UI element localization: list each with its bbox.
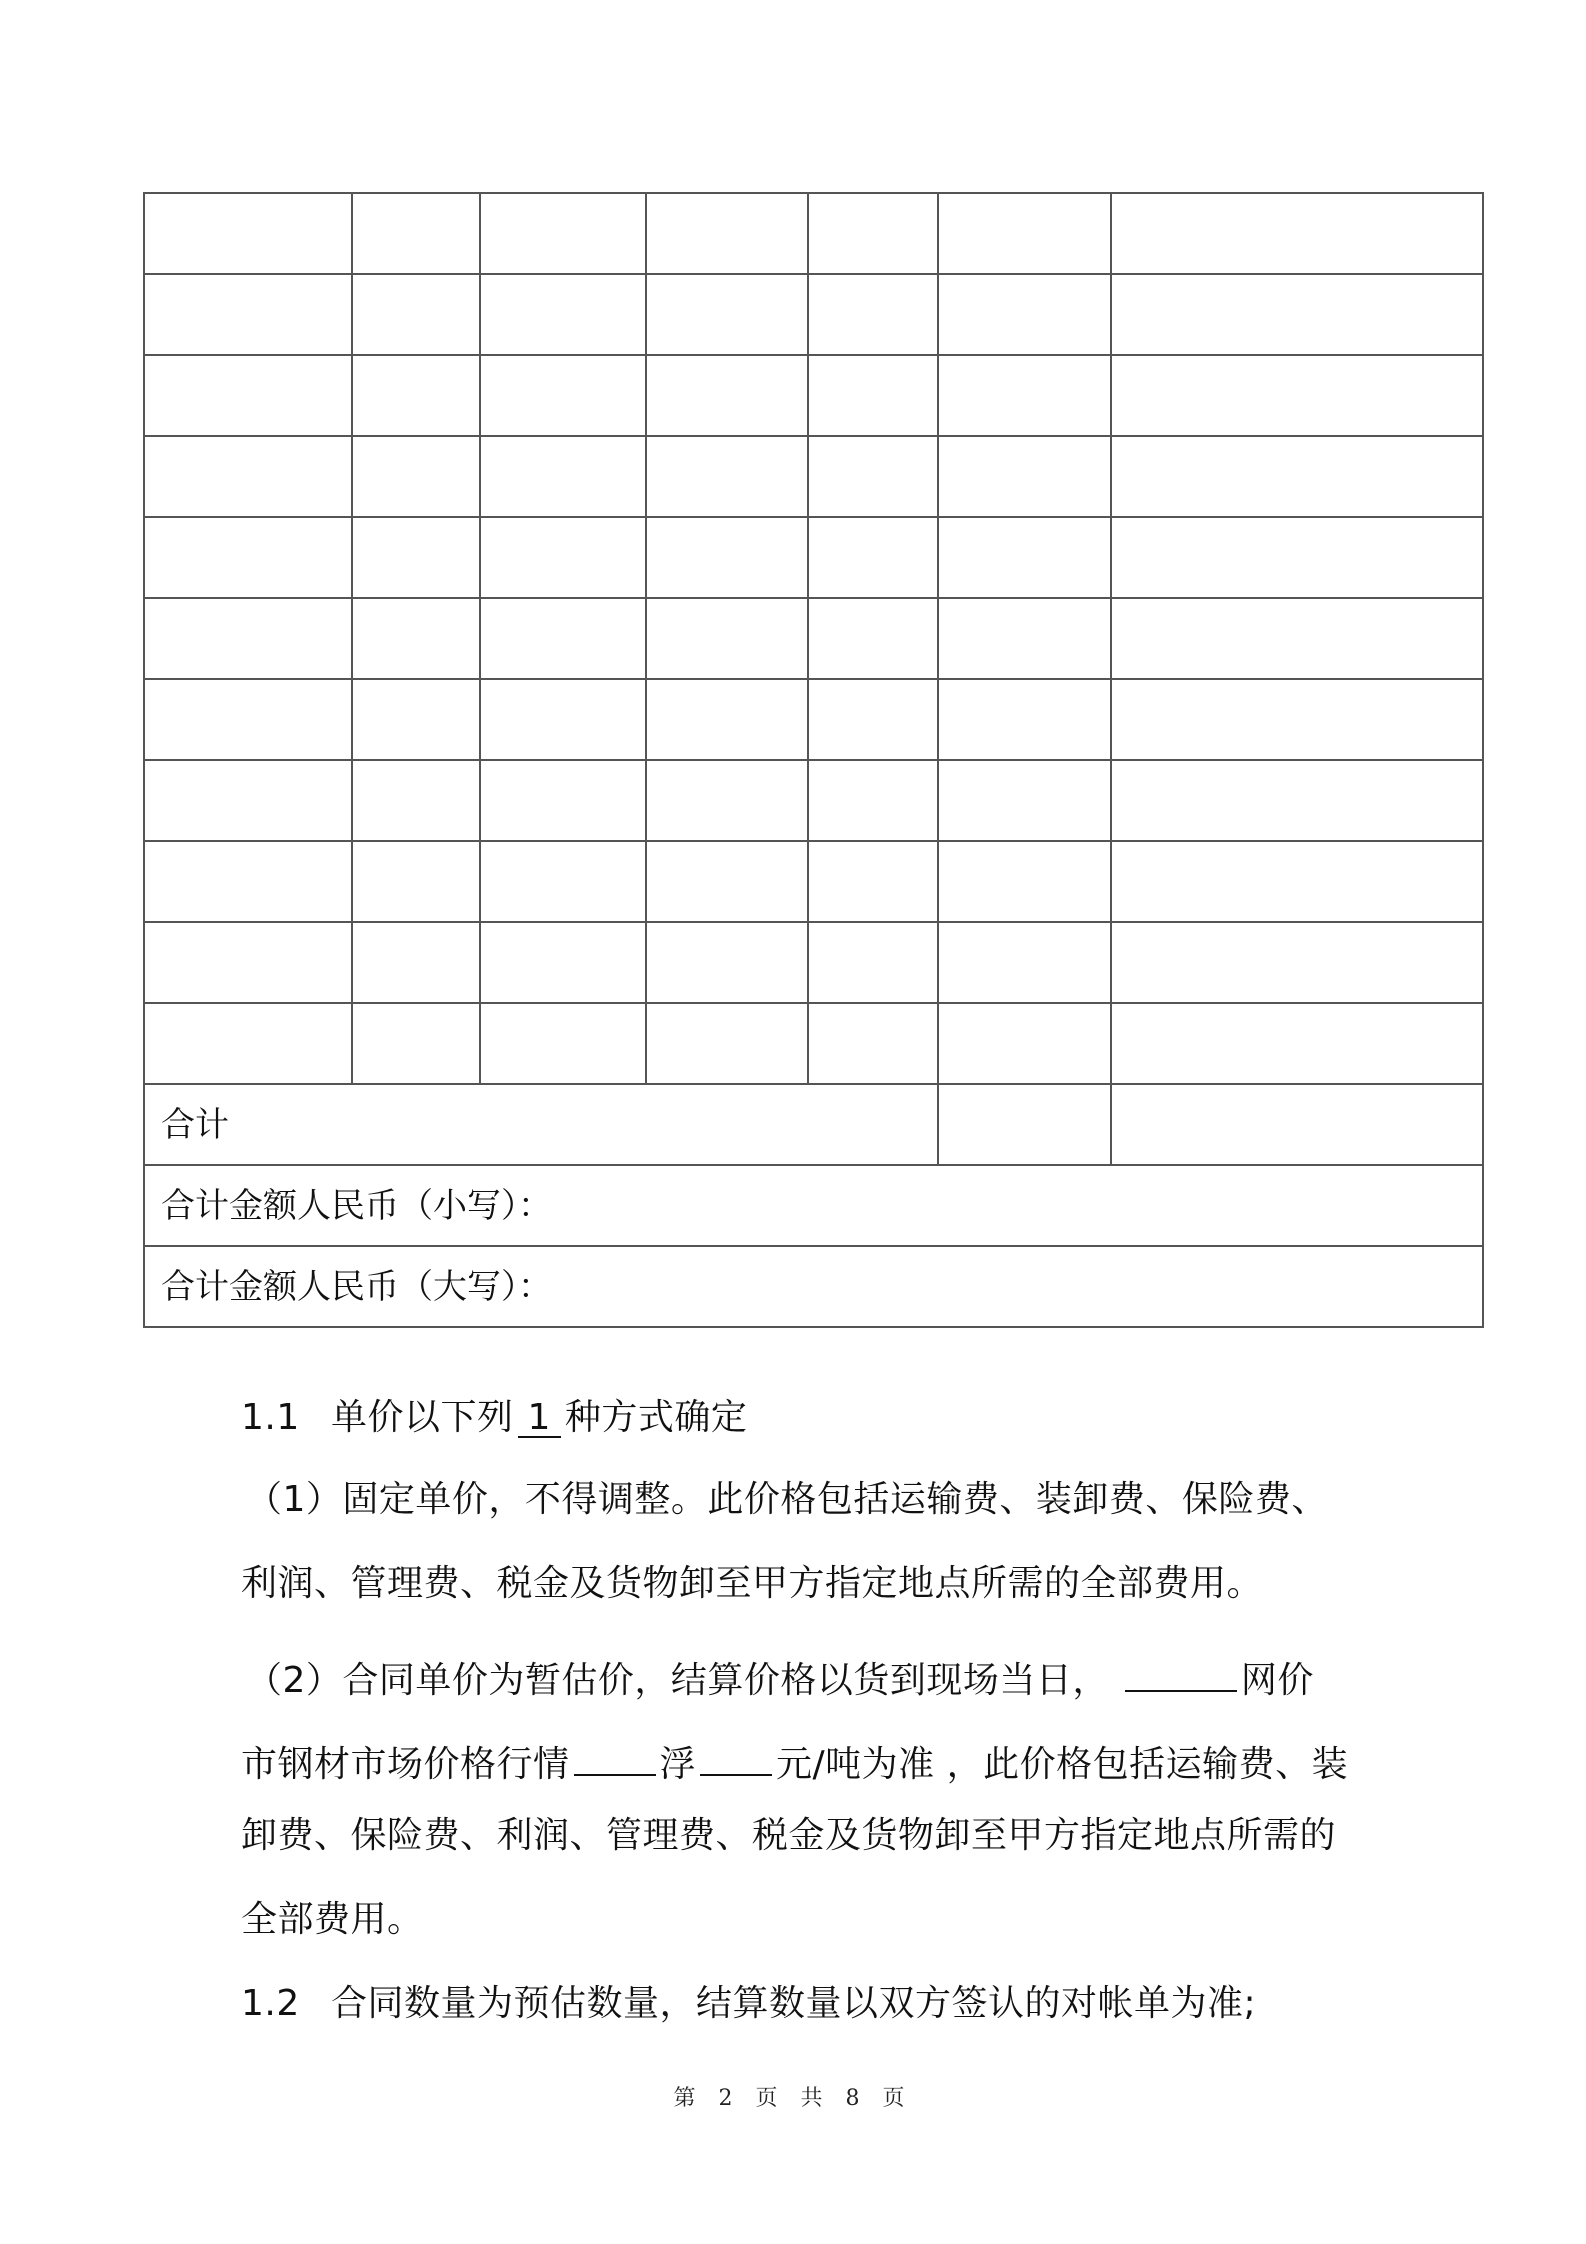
table-cell[interactable] bbox=[480, 436, 646, 517]
option-2-line-1-tail: 网价 bbox=[1240, 1660, 1314, 1701]
table-cell[interactable] bbox=[808, 436, 938, 517]
table-cell[interactable] bbox=[1111, 1003, 1483, 1084]
total-amount-cell[interactable] bbox=[1111, 1084, 1483, 1165]
table-cell[interactable] bbox=[480, 193, 646, 274]
clause-1-2-text: 合同数量为预估数量，结算数量以双方签认的对帐单为准; bbox=[331, 1983, 1257, 2024]
option-2-line-2-a: 市钢材市场价格行情 bbox=[241, 1744, 570, 1785]
clause-1-1-suffix: 种方式确定 bbox=[564, 1397, 748, 1438]
table-cell[interactable] bbox=[808, 193, 938, 274]
table-cell[interactable] bbox=[1111, 355, 1483, 436]
clause-1-1-number: 1.1 bbox=[241, 1397, 300, 1438]
table-row bbox=[144, 922, 1483, 1003]
table-cell[interactable] bbox=[938, 355, 1111, 436]
table-cell[interactable] bbox=[144, 274, 352, 355]
table-row bbox=[144, 517, 1483, 598]
clause-1-2 bbox=[241, 1983, 1257, 2024]
table-cell[interactable] bbox=[352, 922, 480, 1003]
table-cell[interactable] bbox=[808, 1003, 938, 1084]
option-2-line-2-b: 浮 bbox=[659, 1744, 697, 1785]
table-cell[interactable] bbox=[480, 760, 646, 841]
clause-1-2-number: 1.2 bbox=[241, 1983, 300, 2024]
table-cell[interactable] bbox=[480, 1003, 646, 1084]
table-cell[interactable] bbox=[1111, 760, 1483, 841]
table-row bbox=[144, 841, 1483, 922]
option-2-line-2 bbox=[241, 1734, 1348, 1783]
table-cell[interactable] bbox=[646, 1003, 808, 1084]
float-amount-blank[interactable] bbox=[700, 1734, 772, 1776]
table-cell[interactable] bbox=[1111, 193, 1483, 274]
table-cell[interactable] bbox=[808, 598, 938, 679]
table-cell[interactable] bbox=[808, 841, 938, 922]
option-2-line-1-text: （2）合同单价为暂估价，结算价格以货到现场当日， bbox=[246, 1660, 1109, 1701]
float-direction-blank[interactable] bbox=[574, 1734, 656, 1776]
table-cell[interactable] bbox=[352, 517, 480, 598]
table-cell[interactable] bbox=[1111, 517, 1483, 598]
table-row bbox=[144, 1003, 1483, 1084]
table-cell[interactable] bbox=[938, 760, 1111, 841]
table-cell[interactable] bbox=[646, 598, 808, 679]
clause-1-1 bbox=[241, 1397, 748, 1438]
table-cell[interactable] bbox=[1111, 841, 1483, 922]
price-table bbox=[143, 192, 1484, 1328]
amount-lower-row bbox=[144, 1165, 1483, 1246]
table-cell[interactable] bbox=[646, 193, 808, 274]
total-row-label: 合计 bbox=[144, 1084, 938, 1165]
table-cell[interactable] bbox=[938, 274, 1111, 355]
table-cell[interactable] bbox=[646, 436, 808, 517]
amount-upper-row bbox=[144, 1246, 1483, 1327]
table-cell[interactable] bbox=[144, 355, 352, 436]
total-quantity-cell[interactable] bbox=[938, 1084, 1111, 1165]
clause-1-1-prefix: 单价以下列 bbox=[331, 1397, 514, 1438]
total-row bbox=[144, 1084, 1483, 1165]
table-cell[interactable] bbox=[646, 922, 808, 1003]
table-cell[interactable] bbox=[646, 274, 808, 355]
table-row bbox=[144, 193, 1483, 274]
table-cell[interactable] bbox=[938, 922, 1111, 1003]
table-cell[interactable] bbox=[938, 436, 1111, 517]
table-cell[interactable] bbox=[352, 436, 480, 517]
table-cell[interactable] bbox=[646, 679, 808, 760]
table-cell[interactable] bbox=[1111, 274, 1483, 355]
table-row bbox=[144, 355, 1483, 436]
table-cell[interactable] bbox=[144, 598, 352, 679]
table-cell[interactable] bbox=[480, 841, 646, 922]
table-cell[interactable] bbox=[352, 274, 480, 355]
table-cell[interactable] bbox=[480, 598, 646, 679]
table-cell[interactable] bbox=[352, 355, 480, 436]
table-cell[interactable] bbox=[938, 598, 1111, 679]
table-cell[interactable] bbox=[144, 1003, 352, 1084]
table-cell[interactable] bbox=[646, 355, 808, 436]
table-cell[interactable] bbox=[352, 193, 480, 274]
table-cell[interactable] bbox=[938, 517, 1111, 598]
table-cell[interactable] bbox=[480, 922, 646, 1003]
table-row bbox=[144, 760, 1483, 841]
table-cell[interactable] bbox=[808, 274, 938, 355]
table-cell[interactable] bbox=[808, 679, 938, 760]
pricing-method-field[interactable]: 1 bbox=[518, 1400, 561, 1438]
table-cell[interactable] bbox=[938, 841, 1111, 922]
table-cell[interactable] bbox=[144, 841, 352, 922]
table-cell[interactable] bbox=[646, 760, 808, 841]
page-number-footer: 第 2 页 共 8 页 bbox=[673, 2086, 913, 2111]
table-cell[interactable] bbox=[144, 517, 352, 598]
table-cell[interactable] bbox=[352, 1003, 480, 1084]
option-2-line-1 bbox=[246, 1650, 1314, 1699]
table-cell[interactable] bbox=[144, 679, 352, 760]
table-cell[interactable] bbox=[480, 355, 646, 436]
table-cell[interactable] bbox=[938, 193, 1111, 274]
table-cell[interactable] bbox=[352, 760, 480, 841]
table-cell[interactable] bbox=[808, 760, 938, 841]
table-cell[interactable] bbox=[808, 517, 938, 598]
amount-upper-label: 合计金额人民币（大写）： bbox=[144, 1246, 1483, 1327]
option-1-line-2: 利润、管理费、税金及货物卸至甲方指定地点所需的全部费用。 bbox=[241, 1563, 1264, 1604]
table-cell[interactable] bbox=[144, 193, 352, 274]
price-source-blank[interactable] bbox=[1125, 1650, 1237, 1692]
table-cell[interactable] bbox=[352, 598, 480, 679]
table-cell[interactable] bbox=[938, 679, 1111, 760]
table-row bbox=[144, 436, 1483, 517]
table-cell[interactable] bbox=[938, 1003, 1111, 1084]
table-row bbox=[144, 679, 1483, 760]
table-cell[interactable] bbox=[144, 436, 352, 517]
table-cell[interactable] bbox=[1111, 436, 1483, 517]
option-2-line-4: 全部费用。 bbox=[241, 1899, 424, 1940]
amount-lower-label: 合计金额人民币（小写）： bbox=[144, 1165, 1483, 1246]
option-2-line-2-c: 元/吨为准 ，此价格包括运输费、装 bbox=[776, 1744, 1349, 1785]
table-cell[interactable] bbox=[480, 274, 646, 355]
table-cell[interactable] bbox=[480, 517, 646, 598]
option-1-line-1: （1）固定单价，不得调整。此价格包括运输费、装卸费、保险费、 bbox=[246, 1479, 1328, 1520]
table-cell[interactable] bbox=[1111, 922, 1483, 1003]
table-cell[interactable] bbox=[808, 922, 938, 1003]
table-row bbox=[144, 274, 1483, 355]
table-cell[interactable] bbox=[1111, 679, 1483, 760]
table-cell[interactable] bbox=[352, 679, 480, 760]
table-cell[interactable] bbox=[808, 355, 938, 436]
option-2-line-3: 卸费、保险费、利润、管理费、税金及货物卸至甲方指定地点所需的 bbox=[241, 1815, 1337, 1856]
table-cell[interactable] bbox=[144, 922, 352, 1003]
table-cell[interactable] bbox=[646, 841, 808, 922]
table-cell[interactable] bbox=[646, 517, 808, 598]
table-row bbox=[144, 598, 1483, 679]
table-cell[interactable] bbox=[1111, 598, 1483, 679]
table-cell[interactable] bbox=[480, 679, 646, 760]
table-cell[interactable] bbox=[144, 760, 352, 841]
table-cell[interactable] bbox=[352, 841, 480, 922]
